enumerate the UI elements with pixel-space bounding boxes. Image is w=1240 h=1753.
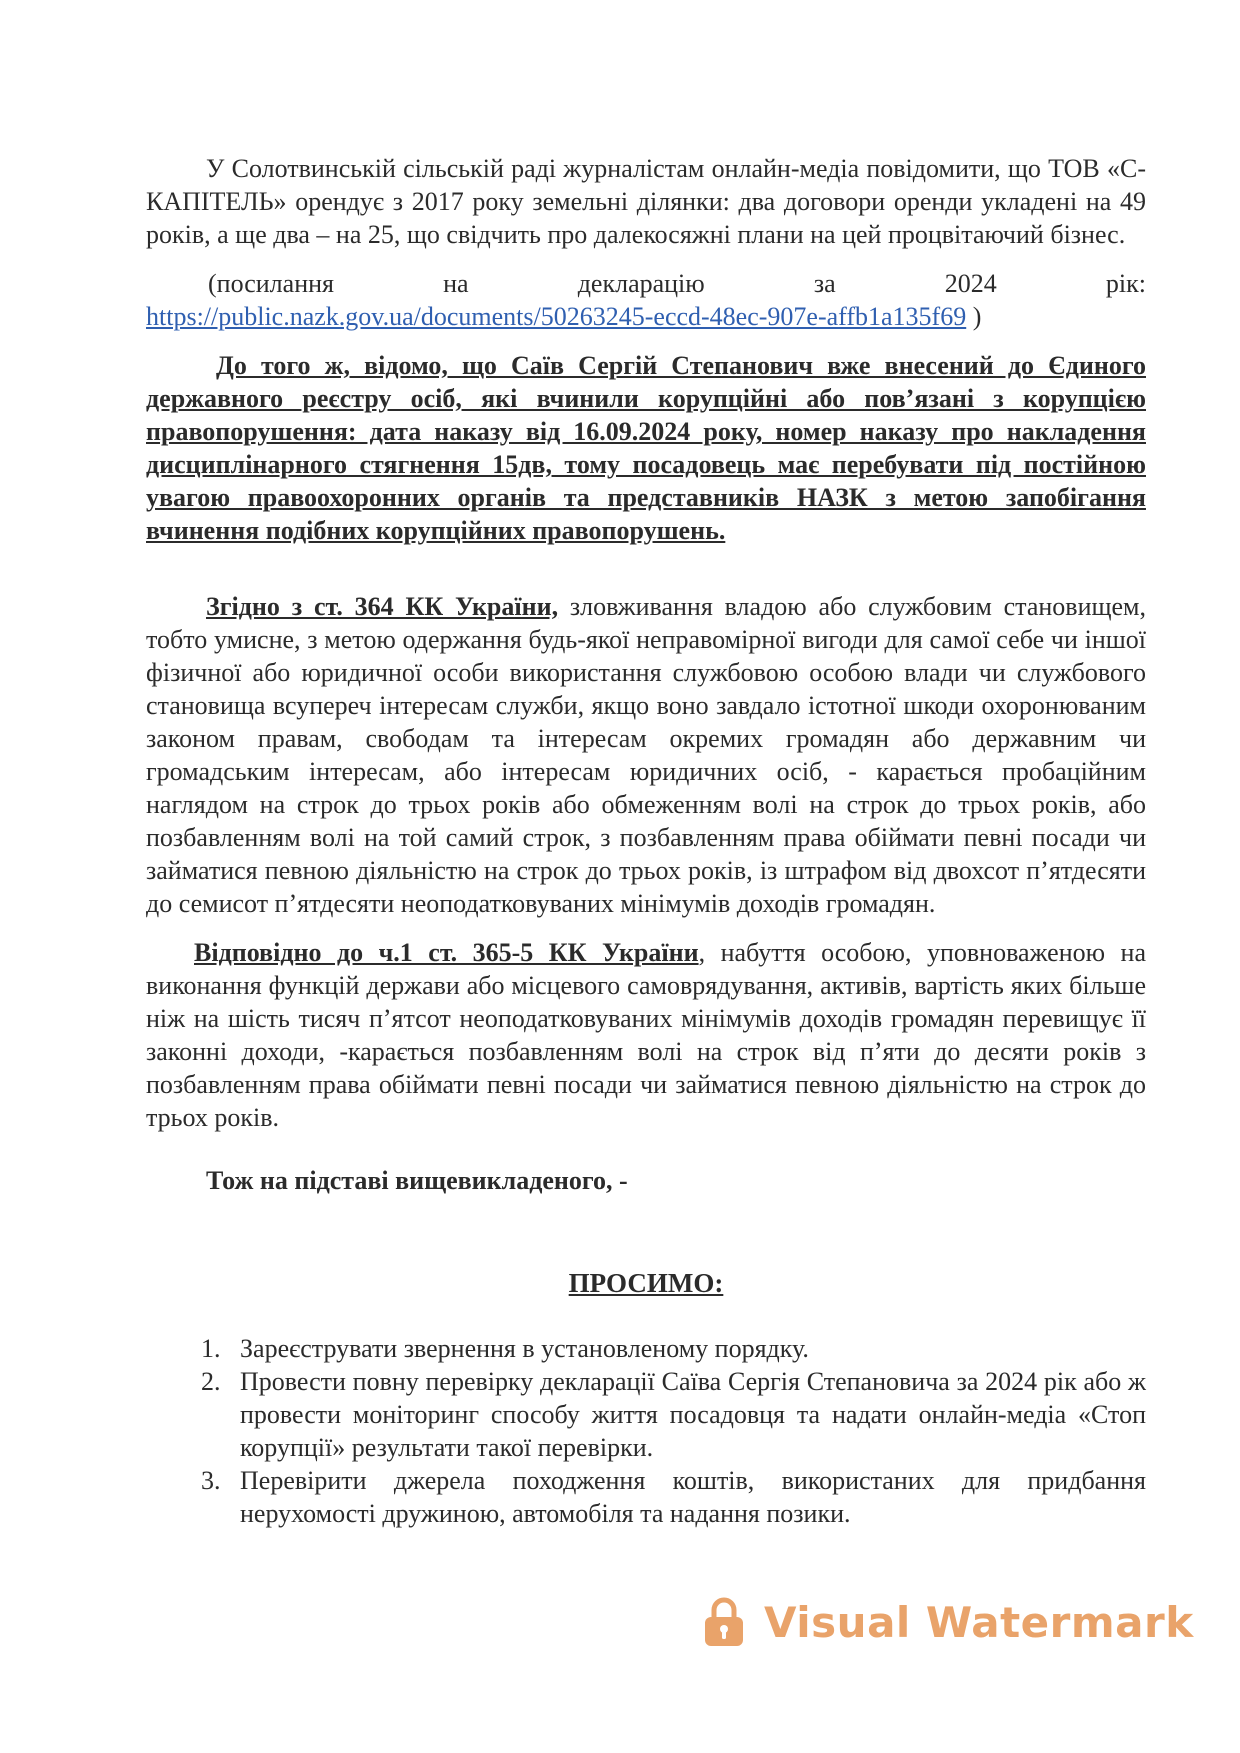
document-body <box>146 152 1146 1530</box>
reference-link-line <box>146 300 1146 333</box>
watermark-text: Visual Watermark <box>764 1597 1194 1647</box>
request-heading: ПРОСИМО: <box>568 1268 724 1298</box>
article-365-5-lead: Відповідно до ч.1 ст. 365-5 КК України <box>194 938 699 967</box>
reference-suffix: ) <box>966 302 982 331</box>
paragraph-article-364 <box>146 590 1146 920</box>
visual-watermark <box>702 1592 1194 1652</box>
request-number: 1. <box>201 1334 221 1363</box>
paragraph-declaration-reference <box>146 267 1146 333</box>
paragraph-article-365-5 <box>146 936 1146 1134</box>
request-text: Зареєструвати звернення в установленому порядку. <box>240 1334 809 1363</box>
request-number: 3. <box>201 1466 221 1495</box>
paragraph-land-lease: У Солотвинській сільській раді журналістам онлайн-медіа повідомити, що ТОВ «С-КАПІТЕЛЬ» орендує з 2017 року земельні ділянки: два договори оренди укладені на 49 років, а ще два – на 25, що свідчить про далекосяжні плани на цей процвітаючий бізнес. <box>146 154 1146 249</box>
request-text: Перевірити джерела походження коштів, використаних для придбання нерухомості дружиною, автомобіля та надання позики. <box>240 1466 1146 1528</box>
article-364-body: зловживання владою або службовим становищем, тобто умисне, з метою одержання будь-якої неправомірної вигоди для самої себе чи іншої фізичної або юридичної особи використання службовою особою влади чи службового становища всупереч інтересам служби, якщо воно завдало істотної шкоди охоронюваним законом правам, свободам та інтересам окремих громадян або державним чи громадським інтересам, або інтересам юридичних осіб, - карається пробаційним наглядом на строк до трьох років або обмеженням волі на строк до трьох років, або позбавленням волі на той самий строк, з позбавленням права обіймати певні посади чи займатися певною діяльністю на строк до трьох років, із штрафом від двохсот п’ятдесяти до семисот п’ятдесяти неоподатковуваних мінімумів доходів громадян. <box>146 592 1146 918</box>
request-text: Провести повну перевірку декларації Саїва Сергія Степановича за 2024 рік або ж провести моніторинг способу життя посадовця та надати онлайн-медіа «Стоп корупції» результати такої перевірки. <box>240 1367 1146 1462</box>
declaration-link[interactable]: https://public.nazk.gov.ua/documents/50263245-eccd-48ec-907e-affb1a135f69 <box>146 302 967 331</box>
request-item <box>146 1332 1146 1365</box>
padlock-icon <box>702 1596 746 1648</box>
request-list <box>146 1332 1146 1530</box>
paragraph-corruption-registry: До того ж, відомо, що Саїв Сергій Степанович вже внесений до Єдиного державного реєстру осіб, які вчинили корупційні або пов’язані з корупцією правопорушення: дата наказу від 16.09.2024 року, номер наказу про накладення дисциплінарного стягнення 15дв, тому посадовець має перебувати під постійною увагою правоохоронних органів та представників НАЗК з метою запобігання вчинення подібних корупційних правопорушень. <box>146 351 1146 545</box>
request-number: 2. <box>201 1367 221 1396</box>
reference-prefix: (посилання на декларацію за 2024 рік: <box>208 269 1146 298</box>
request-item <box>146 1464 1146 1530</box>
request-item <box>146 1365 1146 1464</box>
paragraph-conclusion: Тож на підставі вищевикладеного, - <box>206 1166 628 1195</box>
article-365-5-body: , набуття особою, уповноваженою на виконання функцій держави або місцевого самоврядування, активів, вартість яких більше ніж на шість тисяч п’ятсот неоподатковуваних мінімумів доходів громадян перевищує її законні доходи, -карається позбавленням волі на строк від п’яти до десяти років з позбавленням права обіймати певні посади чи займатися певною діяльністю на строк до трьох років. <box>146 938 1146 1132</box>
article-364-lead: Згідно з ст. 364 КК України, <box>206 592 559 621</box>
